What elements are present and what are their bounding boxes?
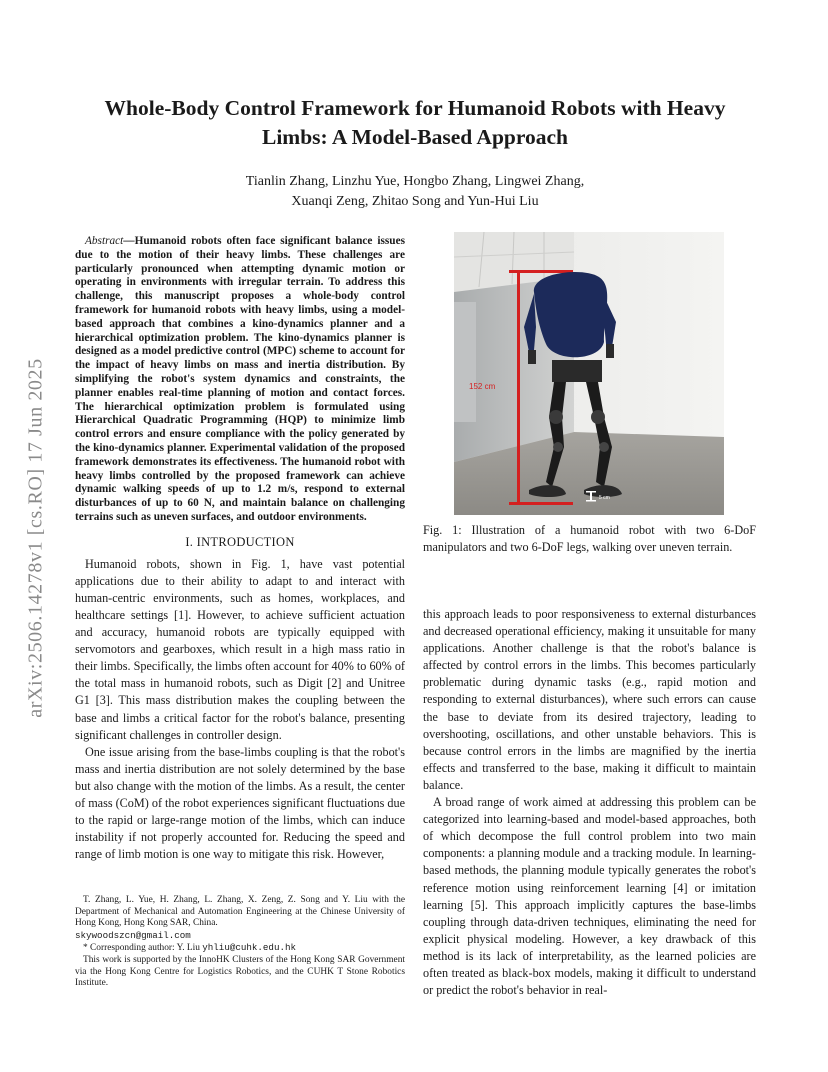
author-list [150,172,680,212]
arxiv-stamp-text[interactable]: arXiv:2506.14278v1 [cs.RO] 17 Jun 2025 [24,357,47,718]
arxiv-identifier-stamp[interactable] [22,300,50,775]
corresponding-email-link[interactable]: yhliu@cuhk.edu.hk [202,942,296,954]
section-heading-introduction: I. INTRODUCTION [185,534,295,549]
footnotes [75,895,405,990]
author-line-1: Tianlin Zhang, Linzhu Yue, Hongbo Zhang, Lingwei Zhang, [245,174,585,189]
robot-photo-illustration [454,232,724,515]
left-column [75,235,405,863]
right-paragraph-1: this approach leads to poor responsiveness to external disturbances and decreased operational efficiency, making it unsuitable for many applications. Another challenge is that the robot's balance is affected by control errors in the limbs. This becomes particularly problematic during dynamic tasks (e.g., rapid motion and responding to external disturbances), where such errors can cause the base to deviate from its desired trajectory, leading to overshooting, oscillations, and other unstable behaviors. This is because control errors in the limbs are magnified by the inertia effects and transferred to the base, making it difficult to maintain balance. [423,607,756,792]
right-column [423,606,756,999]
height-label: 152 cm [469,382,496,391]
paper-title: Whole-Body Control Framework for Humanoid Robots with Heavy Limbs: A Model-Based Approach [104,96,726,149]
footnote-funding: This work is supported by the InnoHK Clusters of the Hong Kong SAR Government via the Hong Kong Centre for Logistics Robotics, and the CUHK T Stone Robotics Institute. [75,954,405,989]
author-email-link[interactable]: skywoodszcn@gmail.com [75,929,191,941]
author-line-2: Xuanqi Zeng, Zhitao Song and Yun-Hui Liu [291,194,539,209]
abstract-text: —Humanoid robots often face significant balance issues due to the motion of their heavy limbs. These challenges are particularly pronounced when attempting dynamic motion or operating in environments with irregular terrain. To address this challenge, this manuscript proposes a whole-body control framework for humanoid robots with heavy limbs, using a model-based approach that combines a kino-dynamics planner and a hierarchical optimization problem. The kino-dynamics planner is designed as a model predictive control (MPC) scheme to account for the impact of heavy limbs on mass and inertia distribution. By simplifying the robot's system dynamics and constraints, the planner enables real-time planning of motion and contact forces. The hierarchical optimization problem is formulated using Hierarchical Quadratic Programming (HQP) to minimize limb control errors and ensure compliance with the policy generated by the kino-dynamics planner. Experimental validation of the proposed framework demonstrates its effectiveness. The humanoid robot with heavy limbs controlled by the proposed framework can achieve dynamic walking speeds of up to 1.2 m/s, respond to external disturbances of up to 60 N, and maintain balance on challenging terrains such as uneven surfaces, and outdoor environments. [75,235,405,523]
foot-clearance-label: 5 cm [599,495,610,501]
corresponding-prefix: * Corresponding author: Y. Liu [83,943,203,954]
left-paragraph-2: One issue arising from the base-limbs coupling is that the robot's mass and inertia distribution are not solely determined by the base but also change with the motion of the limbs. As a result, the center of mass (CoM) of the robot experiences significant fluctuations due to the rapid or large-range motion of the limbs, which can induce instability if not properly accounted for. Reducing the speed and range of limb motion is one way to mitigate this risk. However, [75,744,405,862]
left-paragraph-1: Humanoid robots, shown in Fig. 1, have vast potential applications due to their ability to adapt to and interact with human-centric environments, such as homes, workplaces, and healthcare settings [1]. However, to achieve sufficient actuation and accuracy, humanoid robots are typically equipped with servomotors and gearboxes, which result in a high mass ratio in their limbs. Specifically, the limbs often account for 40% to 60% of the total mass in humanoid robots, such as Digit [2] and Unitree G1 [3]. This mass distribution makes the coupling between the base and limbs a critical factor for the robot's balance, presenting significant challenges in controller design. [75,556,405,742]
affiliation-text: T. Zhang, L. Yue, H. Zhang, L. Zhang, X. Zeng, Z. Song and Y. Liu with the Department of Mechanical and Automation Engineering at the Chinese University of Hong Kong, Hong Kong SAR, China. [75,895,405,929]
figure-1-photo [454,232,724,515]
abstract-label: Abstract [85,235,124,247]
figure-1-caption: Fig. 1: Illustration of a humanoid robot with two 6-DoF manipulators and two 6-DoF legs, walking over uneven terrain. [423,523,756,554]
right-paragraph-2: A broad range of work aimed at addressing this problem can be categorized into learning-based and model-based approaches, both of which decompose the full control problem into two main components: a planning module and a tracking module. In learning-based methods, the planning module typically generates the robot's reference motion using reinforcement learning [4] or imitation learning [5]. This approach implicitly captures the base-limbs coupling through data-driven techniques, eliminating the need for explicit physical modeling. However, a key drawback of this method is its lack of interpretability, as the learned policies are often treated as black-box models, making it difficult to understand or predict the robot's behavior in real- [423,795,756,998]
abstract [75,235,405,525]
footnote-affiliation [75,895,405,942]
footnote-corresponding [75,942,405,955]
